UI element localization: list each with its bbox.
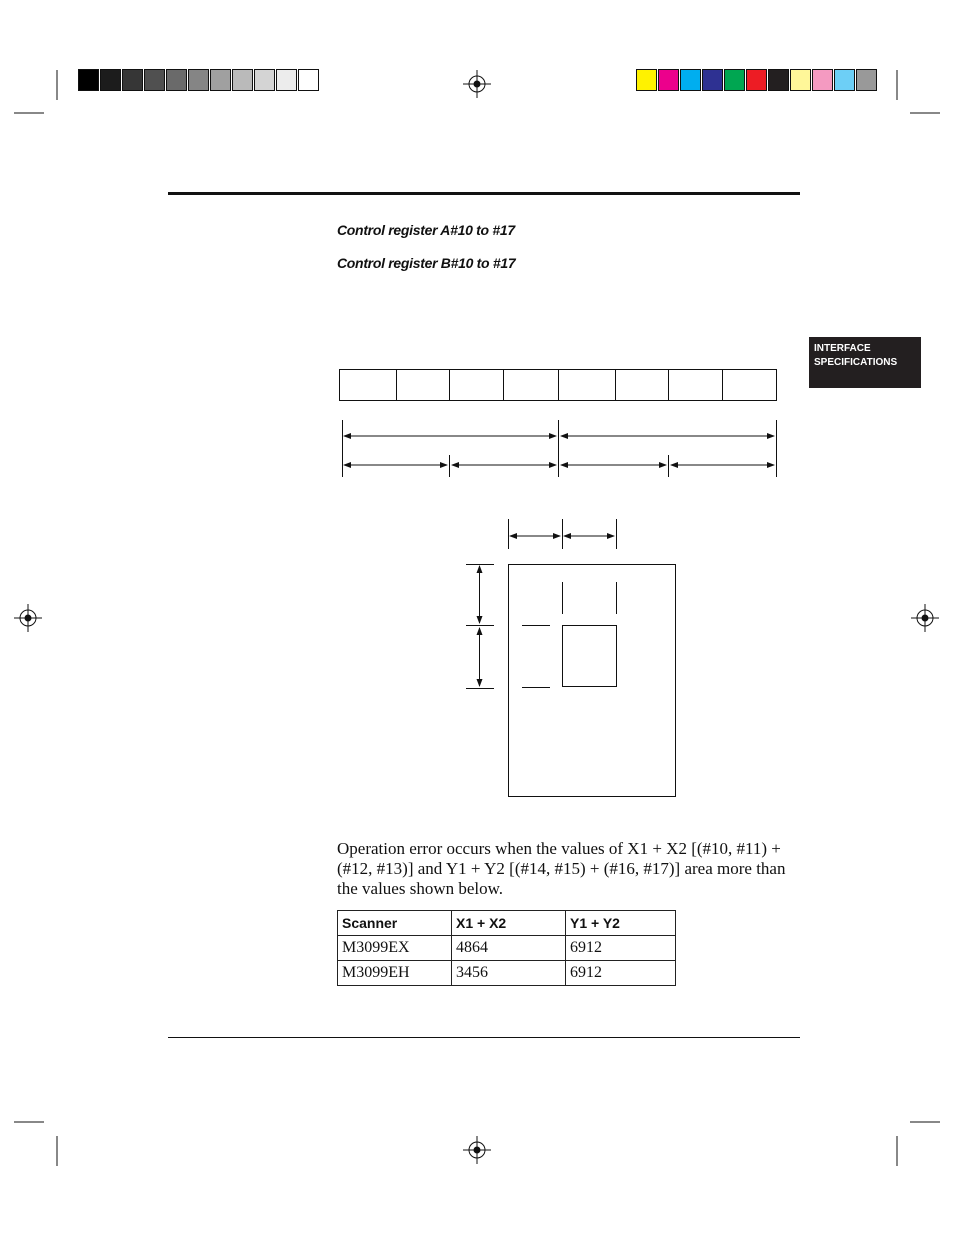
column-header: Scanner [338, 911, 452, 936]
column-header: X1 + X2 [452, 911, 566, 936]
register-b-heading: Control register B#10 to #17 [337, 255, 516, 271]
register-cells [340, 370, 777, 401]
table-cell: 4864 [452, 936, 566, 961]
register-a-heading: Control register A#10 to #17 [337, 222, 515, 238]
register-byte-diagram [330, 360, 790, 485]
header-rule [168, 192, 800, 195]
table-row [338, 936, 676, 961]
scan-window [563, 626, 617, 687]
section-tab-line2: SPECIFICATIONS [814, 357, 898, 368]
operation-error-text: Operation error occurs when the values of X1 + X2 [(#10, #11) + (#12, #13)] and Y1 + Y2 [(#14, #15) + (#16, #17)] area more than the values shown below. [337, 839, 786, 898]
column-header: Y1 + Y2 [566, 911, 676, 936]
section-tab [809, 337, 921, 388]
table-header-row [338, 911, 676, 936]
section-tab-line1: INTERFACE [814, 343, 871, 354]
table-row [338, 961, 676, 986]
table-cell: M3099EX [338, 936, 452, 961]
table-cell: 3456 [452, 961, 566, 986]
scanner-limits-table [337, 910, 676, 986]
table-cell: M3099EH [338, 961, 452, 986]
footer-rule [168, 1037, 800, 1038]
span-arrows [343, 420, 777, 477]
scan-area-diagram [460, 515, 690, 805]
document-outline [509, 565, 676, 797]
table-cell: 6912 [566, 961, 676, 986]
table-cell: 6912 [566, 936, 676, 961]
